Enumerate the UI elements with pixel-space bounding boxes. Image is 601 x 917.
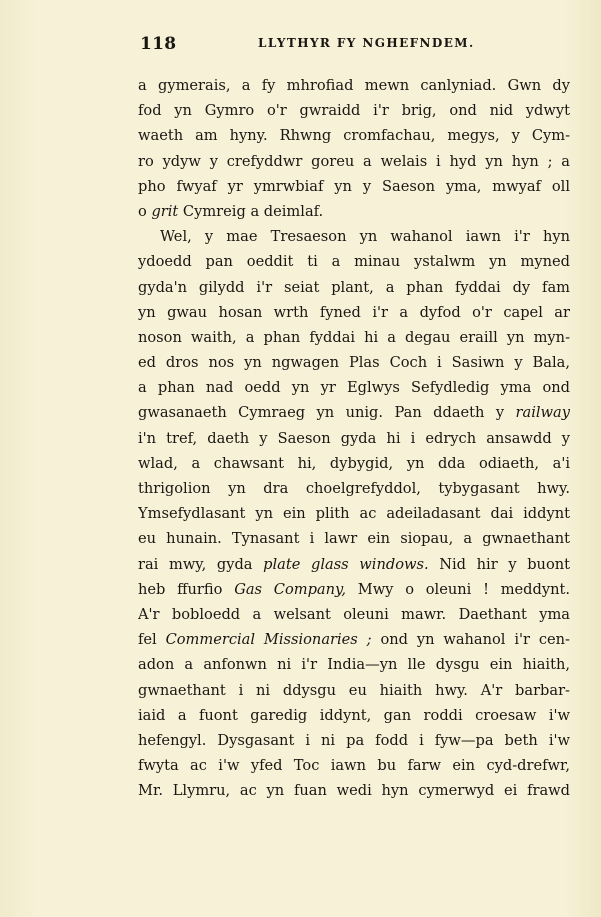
text-line: heb ffurfio Gas Company, Mwy o oleuni ! meddynt.: [138, 580, 570, 598]
text-line: A'r bobloedd a welsant oleuni mawr. Daethant yma: [138, 605, 570, 623]
text-line: Ymsefydlasant yn ein plith ac adeiladasant dai iddynt: [138, 505, 570, 523]
text-line: pho fwyaf yr ymrwbiaf yn y Saeson yma, mwyaf oll: [138, 177, 570, 195]
text-line: iaid a fuont garedig iddynt, gan roddi croesaw i'w: [138, 706, 570, 724]
italic-word: grit: [151, 202, 179, 220]
text-line: Mr. Llymru, ac yn fuan wedi hyn cymerwyd ei frawd: [138, 782, 570, 800]
text-line: noson waith, a phan fyddai hi a degau eraill yn myn-: [138, 328, 570, 346]
text-line: o grit Cymreig a deimlaf.: [138, 202, 324, 220]
text-line: i'n tref, daeth y Saeson gyda hi i edrych ansawdd y: [138, 429, 570, 447]
text-line: gwasanaeth Cymraeg yn unig. Pan ddaeth y railway: [138, 404, 570, 422]
text-line: waeth am hyny. Rhwng cromfachau, megys, y Cym-: [138, 127, 570, 145]
text-line: fod yn Gymro o'r gwraidd i'r brig, ond nid ydwyt: [138, 102, 570, 120]
text-line: a phan nad oedd yn yr Eglwys Sefydledig yma ond: [138, 379, 570, 397]
text-line: ro ydyw y crefyddwr goreu a welais i hyd yn hyn ; a: [138, 152, 570, 170]
body-text: [138, 73, 570, 803]
italic-phrase: Commercial Missionaries ;: [165, 631, 372, 649]
text-line: gwnaethant i ni ddysgu eu hiaith hwy. A'r barbar-: [138, 681, 570, 699]
running-head: LLYTHYR FY NGHEFNDEM.: [258, 36, 475, 50]
italic-word: railway: [515, 404, 570, 422]
text-line: Wel, y mae Tresaeson yn wahanol iawn i'r hyn: [160, 228, 570, 246]
text-line: rai mwy, gyda plate glass windows. Nid hir y buont: [138, 555, 570, 573]
text-line: wlad, a chawsant hi, dybygid, yn dda odiaeth, a'i: [138, 454, 570, 472]
text-line: ydoedd pan oeddit ti a minau ystalwm yn myned: [138, 253, 570, 271]
text-line: thrigolion yn dra choelgrefyddol, tybygasant hwy.: [138, 480, 570, 497]
page-number: 118: [140, 34, 177, 54]
text-line: gyda'n gilydd i'r seiat plant, a phan fyddai dy fam: [138, 278, 570, 296]
text-line: fwyta ac i'w yfed Toc iawn bu farw ein cyd-drefwr,: [138, 757, 570, 775]
italic-phrase: Gas Company,: [234, 580, 346, 598]
text-line: a gymerais, a fy mhrofiad mewn canlyniad. Gwn dy: [138, 77, 570, 94]
text-line: ed dros nos yn ngwagen Plas Coch i Sasiwn y Bala,: [138, 354, 570, 372]
text-line: adon a anfonwn ni i'r India—yn lle dysgu ein hiaith,: [138, 656, 570, 674]
text-line: yn gwau hosan wrth fyned i'r a dyfod o'r capel ar: [138, 303, 570, 321]
text-line: hefengyl. Dysgasant i ni pa fodd i fyw—pa beth i'w: [138, 731, 570, 749]
text-line: fel Commercial Missionaries ; ond yn wahanol i'r cen-: [138, 631, 570, 649]
text-line: eu hunain. Tynasant i lawr ein siopau, a gwnaethant: [138, 530, 570, 548]
italic-phrase: plate glass windows.: [263, 555, 429, 573]
